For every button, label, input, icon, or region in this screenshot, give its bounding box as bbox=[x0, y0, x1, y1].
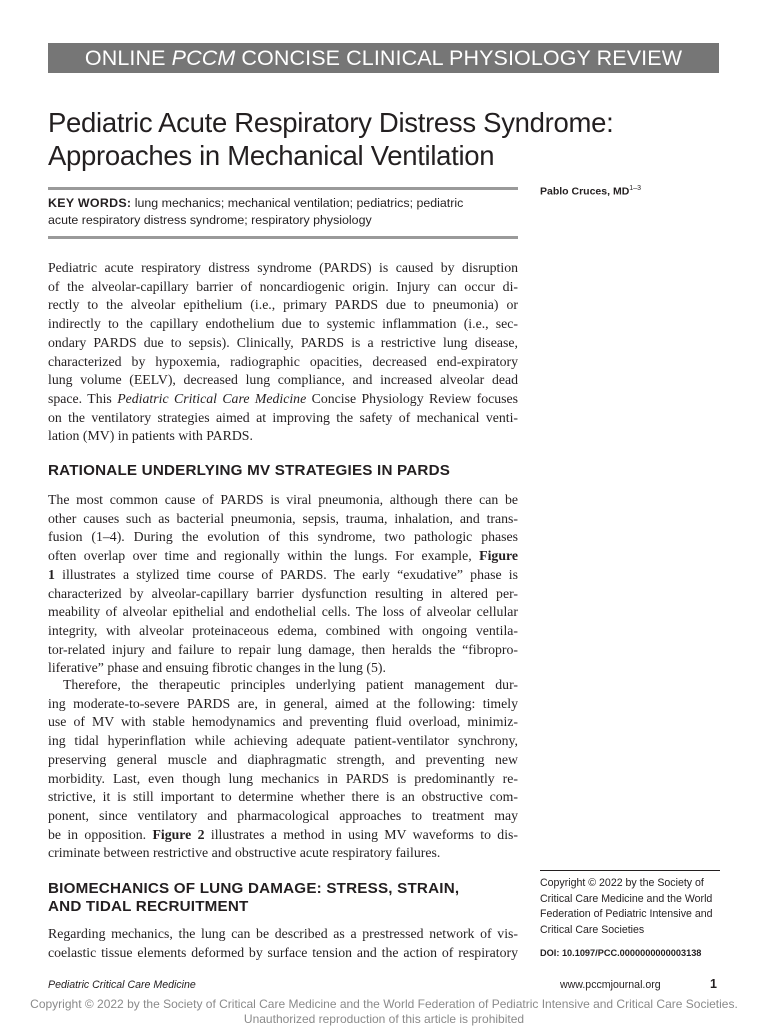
body-line: morbidity. Last, even though lung mechanics in PARDS is predominantly re- bbox=[48, 770, 518, 786]
keywords-label: KEY WORDS: bbox=[48, 196, 132, 210]
body-line bbox=[48, 547, 518, 566]
intro-line: lation (MV) in patients with PARDS. bbox=[48, 428, 253, 444]
intro-paragraph bbox=[48, 259, 518, 446]
banner-suffix: CONCISE CLINICAL PHYSIOLOGY REVIEW bbox=[235, 46, 683, 70]
body-line: other causes such as bacterial pneumonia, sepsis, trauma, inhalation, and trans- bbox=[48, 510, 518, 526]
intro-text: space. This bbox=[48, 390, 118, 406]
keywords-block bbox=[48, 195, 518, 229]
body-line: strictive, it is still important to determine whether there is an obstructive com- bbox=[48, 789, 518, 805]
body-line: The most common cause of PARDS is viral pneumonia, although there can be bbox=[48, 492, 518, 507]
copyright-line: Copyright © 2022 by the Society of bbox=[540, 877, 704, 889]
body-line: ing moderate-to-severe PARDS are, in general, aimed at the following: timely bbox=[48, 695, 518, 711]
banner-prefix: ONLINE bbox=[84, 46, 172, 70]
intro-text: Concise Physiology Review focuses bbox=[306, 390, 518, 406]
intro-line: rectly to the alveolar epithelium (i.e., primary PARDS due to pneumonia) or bbox=[48, 297, 518, 313]
keywords-bottom-rule bbox=[48, 236, 518, 239]
body-line: meability of alveolar epithelial and endothelial cells. The loss of alveolar cellular bbox=[48, 604, 518, 620]
intro-line: characterized by hypoxemia, radiographic opacities, decreased end-expiratory bbox=[48, 353, 518, 369]
intro-line: Pediatric acute respiratory distress syndrome (PARDS) is caused by disruption bbox=[48, 260, 518, 275]
intro-line bbox=[48, 390, 518, 409]
body-line: Therefore, the therapeutic principles underlying patient management dur- bbox=[63, 677, 518, 692]
author-name bbox=[540, 185, 641, 198]
body-line: integrity, with alveolar proteinaceous edema, combined with ongoing ventila- bbox=[48, 622, 518, 638]
copyright-watermark bbox=[0, 997, 768, 1027]
keywords-line-1: lung mechanics; mechanical ventilation; pediatrics; pediatric bbox=[131, 196, 464, 210]
banner-journal-abbrev: PCCM bbox=[171, 46, 236, 70]
figure-reference: 1 bbox=[48, 566, 55, 582]
body-line bbox=[48, 826, 518, 845]
biomechanics-paragraph bbox=[48, 925, 518, 962]
body-text: often overlap over time and regionally within the lungs. For example, bbox=[48, 548, 480, 564]
intro-line: on the ventilatory strategies aimed at improving the safety of mechanical venti- bbox=[48, 409, 518, 425]
body-line: use of MV with stable hemodynamics and preventing fluid overload, minimiz- bbox=[48, 714, 518, 730]
footer-website-link[interactable]: www.pccmjournal.org bbox=[560, 979, 661, 991]
article-title bbox=[48, 106, 738, 172]
intro-line: lung volume (EELV), decreased lung compliance, and increased alveolar dead bbox=[48, 372, 518, 388]
title-line-1: Pediatric Acute Respiratory Distress Syndrome: bbox=[48, 107, 614, 138]
copyright-notice bbox=[540, 870, 720, 938]
body-line: characterized by alveolar-capillary barrier dysfunction resulting in altered per- bbox=[48, 585, 518, 601]
watermark-line-2: Unauthorized reproduction of this article is prohibited bbox=[243, 1012, 525, 1026]
section-heading-biomechanics bbox=[48, 880, 518, 915]
rationale-paragraph-2 bbox=[48, 676, 518, 863]
author-name-text: Pablo Cruces, MD bbox=[540, 185, 630, 198]
figure-reference: Figure 2 bbox=[152, 826, 205, 842]
watermark-line-1: Copyright © 2022 by the Society of Critical Care Medicine and the World Federation of Pediatric Intensive and Critical Care Societies. bbox=[30, 997, 738, 1011]
body-line: ing tidal hyperinflation while achieving adequate patient-ventilator synchrony, bbox=[48, 733, 518, 749]
body-text: be in opposition. bbox=[48, 826, 153, 842]
keywords-top-rule bbox=[48, 187, 518, 190]
body-line bbox=[48, 566, 518, 585]
body-line: coelastic tissue elements deformed by surface tension and the action of respiratory bbox=[48, 944, 518, 960]
page-number: 1 bbox=[710, 977, 717, 991]
figure-reference: Figure bbox=[479, 548, 518, 564]
section-banner bbox=[48, 43, 719, 73]
footer-journal-name: Pediatric Critical Care Medicine bbox=[48, 979, 196, 991]
journal-name-italic: Pediatric Critical Care Medicine bbox=[117, 390, 307, 406]
body-line: fusion (1–4). During the evolution of this syndrome, two pathologic phases bbox=[48, 529, 518, 545]
intro-line: of the alveolar-capillary barrier of noncardiogenic origin. Injury can occur di- bbox=[48, 278, 518, 294]
doi-link[interactable]: DOI: 10.1097/PCC.0000000000003138 bbox=[540, 948, 702, 958]
body-text: illustrates a method in using MV waveforms to dis- bbox=[204, 826, 518, 842]
body-line: tor-related injury and failure to repair lung damage, then heralds the “fibropro- bbox=[48, 641, 518, 657]
intro-line: ondary PARDS due to sepsis). Clinically, PARDS is a restrictive lung disease, bbox=[48, 334, 518, 350]
section-heading-rationale bbox=[48, 462, 518, 480]
copyright-line: Critical Care Medicine and the World bbox=[540, 892, 713, 905]
section-heading-text: AND TIDAL RECRUITMENT bbox=[48, 897, 249, 915]
title-line-2: Approaches in Mechanical Ventilation bbox=[48, 140, 495, 171]
body-line: Regarding mechanics, the lung can be described as a prestressed network of vis- bbox=[48, 926, 518, 941]
section-heading-text: RATIONALE UNDERLYING MV STRATEGIES IN PARDS bbox=[48, 462, 451, 479]
author-affiliation: 1–3 bbox=[629, 185, 641, 192]
copyright-line: Critical Care Societies bbox=[540, 923, 645, 936]
copyright-line: Federation of Pediatric Intensive and bbox=[540, 908, 713, 920]
body-line: liferative” phase and ensuing fibrotic changes in the lung (5). bbox=[48, 660, 386, 676]
rationale-paragraph-1 bbox=[48, 491, 518, 678]
body-line: preserving general muscle and diaphragmatic strength, and preventing new bbox=[48, 751, 518, 767]
body-line: criminate between restrictive and obstructive acute respiratory failures. bbox=[48, 845, 441, 861]
body-line: ponent, since ventilatory and pharmacological approaches to treatment may bbox=[48, 807, 518, 823]
section-heading-text: BIOMECHANICS OF LUNG DAMAGE: STRESS, STRAIN, bbox=[48, 880, 460, 897]
body-text: illustrates a stylized time course of PARDS. The early “exudative” phase is bbox=[54, 566, 518, 582]
keywords-line-2: acute respiratory distress syndrome; respiratory physiology bbox=[48, 213, 372, 227]
intro-line: indirectly to the capillary endothelium due to systemic inflammation (i.e., sec- bbox=[48, 316, 518, 332]
